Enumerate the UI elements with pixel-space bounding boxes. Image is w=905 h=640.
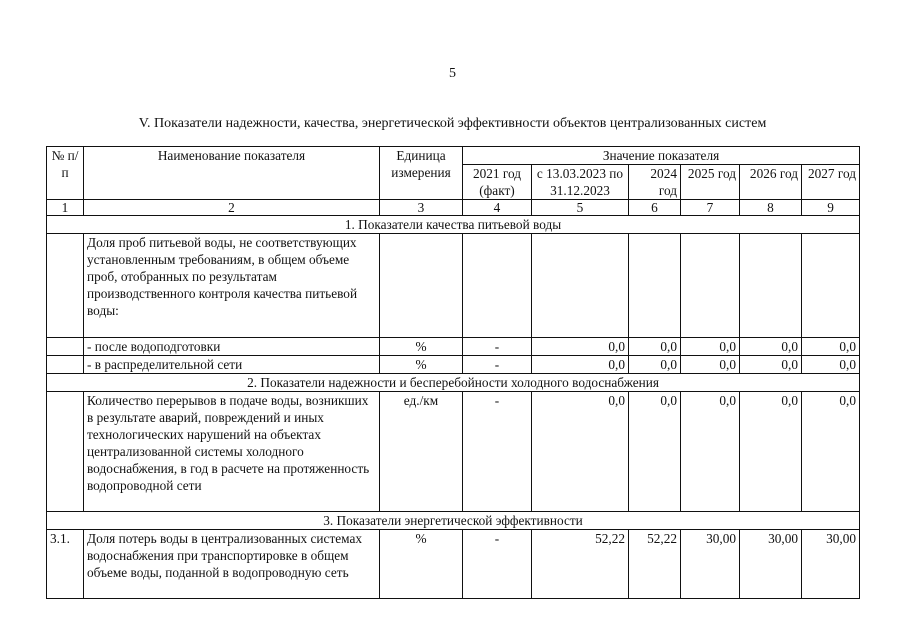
header-col-2026: 2026 год — [740, 165, 802, 200]
row-fact: - — [463, 530, 532, 599]
row-num — [47, 392, 84, 512]
col-number: 8 — [740, 200, 802, 216]
row-value: 0,0 — [681, 392, 740, 512]
header-num: № п/п — [47, 147, 84, 200]
row-value: 0,0 — [681, 356, 740, 374]
row-value: 0,0 — [629, 338, 681, 356]
column-number-row — [47, 200, 860, 216]
row-value: 0,0 — [740, 356, 802, 374]
row-unit: ед./км — [380, 392, 463, 512]
row-fact: - — [463, 356, 532, 374]
page-number: 5 — [449, 66, 456, 81]
row-value: 0,0 — [532, 392, 629, 512]
group-title: 1. Показатели качества питьевой воды — [47, 216, 860, 234]
row-value: 0,0 — [629, 356, 681, 374]
table-row — [47, 392, 860, 512]
header-unit: Единица измерения — [380, 147, 463, 200]
row-num — [47, 234, 84, 338]
row-value: 30,00 — [740, 530, 802, 599]
col-number: 9 — [802, 200, 860, 216]
header-name: Наименование показателя — [84, 147, 380, 200]
row-value: 52,22 — [532, 530, 629, 599]
row-num: 3.1. — [47, 530, 84, 599]
header-col-2021: 2021 год (факт) — [463, 165, 532, 200]
table-row — [47, 530, 860, 599]
group-row — [47, 512, 860, 530]
group-row — [47, 216, 860, 234]
row-value: 0,0 — [629, 392, 681, 512]
row-value: 0,0 — [740, 338, 802, 356]
row-value: 0,0 — [532, 338, 629, 356]
table-row — [47, 338, 860, 356]
group-title: 2. Показатели надежности и бесперебойности холодного водоснабжения — [47, 374, 860, 392]
header-value-group: Значение показателя — [463, 147, 860, 165]
col-number: 1 — [47, 200, 84, 216]
row-name: - после водоподготовки — [84, 338, 380, 356]
row-num — [47, 338, 84, 356]
indicators-table — [46, 146, 860, 599]
header-col-2027: 2027 год — [802, 165, 860, 200]
row-value: 0,0 — [740, 392, 802, 512]
row-value: 0,0 — [802, 338, 860, 356]
header-row-1 — [47, 147, 860, 165]
row-value: 30,00 — [802, 530, 860, 599]
table-row — [47, 356, 860, 374]
col-number: 2 — [84, 200, 380, 216]
col-number: 6 — [629, 200, 681, 216]
row-name: Количество перерывов в подаче воды, возникших в результате аварий, повреждений и иных технологических нарушений на объектах централизованной системы холодного водоснабжения, в год в расчете на протяженность водопроводной сети — [84, 392, 380, 512]
header-col-2025: 2025 год — [681, 165, 740, 200]
section-heading: V. Показатели надежности, качества, энергетической эффективности объектов централизованных систем — [138, 116, 767, 131]
row-value: 0,0 — [532, 356, 629, 374]
row-unit: % — [380, 338, 463, 356]
col-number: 7 — [681, 200, 740, 216]
row-value: 0,0 — [802, 392, 860, 512]
row-value: 0,0 — [681, 338, 740, 356]
col-number: 4 — [463, 200, 532, 216]
row-name: Доля проб питьевой воды, не соответствующих установленным требованиям, в общем объеме проб, отобранных по результатам производственного контроля качества питьевой воды: — [84, 234, 380, 338]
header-col-2023: с 13.03.2023 по 31.12.2023 — [532, 165, 629, 200]
row-value: 0,0 — [802, 356, 860, 374]
header-col-2024: 2024 год — [629, 165, 681, 200]
row-value: 52,22 — [629, 530, 681, 599]
row-fact: - — [463, 392, 532, 512]
col-number: 3 — [380, 200, 463, 216]
group-row — [47, 374, 860, 392]
row-unit: % — [380, 530, 463, 599]
row-name: Доля потерь воды в централизованных системах водоснабжения при транспортировке в общем объеме воды, поданной в водопроводную сеть — [84, 530, 380, 599]
row-num — [47, 356, 84, 374]
row-unit: % — [380, 356, 463, 374]
col-number: 5 — [532, 200, 629, 216]
group-title: 3. Показатели энергетической эффективности — [47, 512, 860, 530]
row-value: 30,00 — [681, 530, 740, 599]
row-fact: - — [463, 338, 532, 356]
table-row — [47, 234, 860, 338]
row-name: - в распределительной сети — [84, 356, 380, 374]
